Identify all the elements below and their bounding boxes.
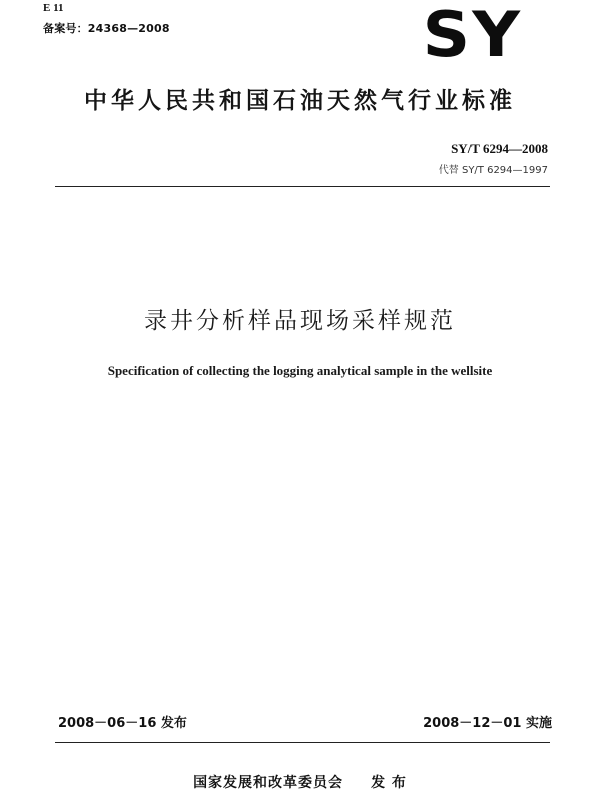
org-title: 中华人民共和国石油天然气行业标准	[84, 88, 516, 114]
issue-date: 2008－06－16 发布	[58, 716, 187, 731]
implementation-date: 2008－12－01 实施	[423, 716, 552, 731]
filing-number: 备案号：24368—2008	[43, 22, 170, 35]
publisher-name: 国家发展和改革委员会	[193, 775, 344, 791]
document-title-en: Specification of collecting the logging analytical sample in the wellsite	[107, 363, 493, 378]
publisher-line	[0, 772, 600, 792]
document-title-cn: 录井分析样品现场采样规范	[144, 308, 456, 334]
classification-code: E 11	[43, 2, 64, 14]
standard-number: SY/T 6294—2008	[451, 141, 548, 156]
bottom-divider	[55, 742, 550, 743]
publisher-action: 发 布	[371, 775, 407, 791]
top-divider	[55, 186, 550, 187]
replaces-standard: 代替 SY/T 6294—1997	[438, 165, 548, 176]
sy-logo: SY	[422, 0, 522, 72]
